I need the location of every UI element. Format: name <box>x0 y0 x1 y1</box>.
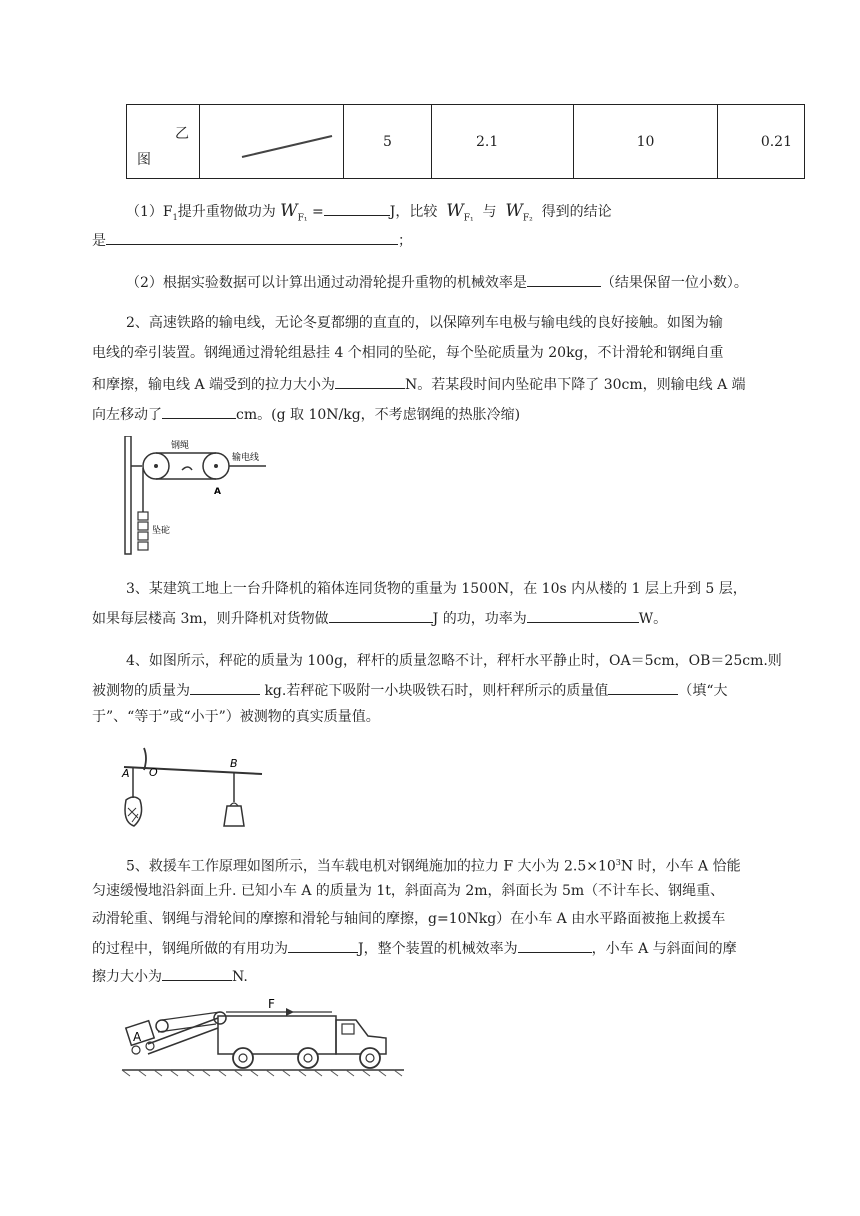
q5-line4 <box>92 934 800 962</box>
pulley <box>156 1020 168 1032</box>
text: W。 <box>638 611 668 627</box>
q4-line1: 4、如图所示，秤砣的质量为 100g，秤杆的质量忽略不计，秤杆水平静止时，OA＝5cm，OB＝25cm.则 <box>126 653 782 669</box>
q3-line1: 3、某建筑工地上一台升降机的箱体连同货物的重量为 1500N，在 10s 内从楼的 1 层上升到 5 层， <box>126 581 747 597</box>
truck-cab <box>336 1020 386 1054</box>
text: （结果保留一位小数）。 <box>600 275 748 291</box>
counterweight <box>224 806 244 826</box>
q5-line5 <box>92 962 800 990</box>
inclined-line-figure <box>200 105 343 174</box>
q1-part2 <box>126 268 800 296</box>
q4-line3: 于”、“等于”或“小于”）被测物的真实质量值。 <box>92 709 380 725</box>
table-cell: 2.1 <box>432 105 574 179</box>
answer-blank[interactable] <box>324 197 390 216</box>
answer-blank[interactable] <box>518 934 592 953</box>
wall <box>125 436 131 554</box>
answer-blank[interactable] <box>162 962 232 981</box>
wheel <box>360 1048 380 1068</box>
q4-line2 <box>92 676 800 704</box>
work-symbol: $W_{F_1}$ <box>446 201 474 224</box>
q1-part1-line2 <box>92 226 800 254</box>
label-weight: 坠砣 <box>152 526 171 536</box>
rescue-truck-figure <box>118 996 408 1080</box>
data-table <box>126 104 805 179</box>
label-f: F <box>268 997 275 1011</box>
q2-line2: 电线的牵引装置。钢绳通过滑轮组悬挂 4 个相同的坠砣，每个坠砣质量为 20kg，不计滑轮和钢绳自重 <box>92 345 724 361</box>
pulley-figure <box>116 436 296 558</box>
answer-blank[interactable] <box>329 604 433 623</box>
text: N. <box>232 969 248 985</box>
q3-line2 <box>92 604 800 632</box>
text: 1 <box>172 212 178 222</box>
table-cell: 10 <box>574 105 718 179</box>
label-power-line: 输电线 <box>232 453 260 463</box>
text: N。若某段时间内坠砣串下降了 30cm，则输电线 A 端 <box>405 377 746 393</box>
text: 如果每层楼高 3m，则升降机对货物做 <box>92 611 329 627</box>
label-b: B <box>230 757 238 770</box>
text: J，整个装置的机械效率为 <box>358 941 518 957</box>
answer-blank[interactable] <box>527 604 639 623</box>
text: 与 <box>482 204 497 220</box>
text: 擦力大小为 <box>92 969 162 985</box>
text: 被测物的质量为 <box>92 683 190 699</box>
table-cell: 0.21 <box>718 105 805 179</box>
label-a: A <box>133 1030 142 1044</box>
wheel <box>233 1048 253 1068</box>
text: J，比较 <box>389 204 438 220</box>
force-arrow <box>286 1008 294 1016</box>
text: 和摩擦，输电线 A 端受到的拉力大小为 <box>92 377 336 393</box>
row-label-top: 乙 <box>175 126 189 142</box>
text: ； <box>398 233 412 249</box>
truck-bed <box>218 1016 336 1054</box>
diagram-cell <box>200 105 344 179</box>
text: 的过程中，钢绳所做的有用功为 <box>92 941 288 957</box>
work-symbol: $W_{F_1}$ <box>280 201 308 224</box>
text: N 时，小车 A 恰能 <box>620 858 741 875</box>
text: 是 <box>92 233 106 249</box>
q2-line4 <box>92 400 800 428</box>
steelyard-figure <box>116 744 266 836</box>
text: （2）根据实验数据可以计算出通过动滑轮提升重物的机械效率是 <box>126 275 527 291</box>
text: 5、救援车工作原理如图所示，当车载电机对钢绳施加的拉力 F 大小为 2.5×10 <box>126 858 616 875</box>
answer-blank[interactable] <box>190 676 260 695</box>
measured-object <box>125 797 142 826</box>
table-cell: 5 <box>344 105 432 179</box>
label-a: A <box>122 767 130 780</box>
work-symbol: $W_{F_2}$ <box>505 201 533 224</box>
pulley <box>214 1012 226 1024</box>
q2-line1: 2、高速铁路的输电线，无论冬夏都绷的直直的，以保障列车电极与输电线的良好接触。如图为输 <box>126 315 723 331</box>
q2-line3 <box>92 370 800 398</box>
row-label-cell <box>127 105 200 179</box>
answer-blank[interactable] <box>527 268 601 287</box>
answer-blank[interactable] <box>106 226 398 245</box>
q5-line2: 匀速缓慢地沿斜面上升. 已知小车 A 的质量为 1t，斜面高为 2m，斜面长为 5m（不计车长、钢绳重、 <box>92 883 725 899</box>
answer-blank[interactable] <box>335 370 405 389</box>
answer-blank[interactable] <box>608 676 678 695</box>
answer-blank[interactable] <box>288 934 358 953</box>
label-rope: 钢绳 <box>171 441 190 451</box>
q5-line3: 动滑轮重、钢绳与滑轮间的摩擦和滑轮与轴间的摩擦，g=10Nkg）在小车 A 由水平路面被拖上救援车 <box>92 911 726 927</box>
answer-blank[interactable] <box>162 400 236 419</box>
text: （填“大 <box>678 683 728 699</box>
text: cm。(g 取 10N/kg，不考虑钢绳的热胀冷缩) <box>236 407 521 423</box>
text: 得到的结论 <box>541 204 612 220</box>
label-a: A <box>214 487 221 497</box>
text: 提升重物做功为 <box>177 204 276 220</box>
row-label-bottom: 图 <box>137 152 151 168</box>
text: J 的功，功率为 <box>432 611 527 627</box>
text: 3 <box>615 858 621 867</box>
text: 向左移动了 <box>92 407 162 423</box>
text: = <box>311 204 324 220</box>
q5-line1 <box>126 850 800 880</box>
text: ，小车 A 与斜面间的摩 <box>591 941 737 957</box>
wheel <box>298 1048 318 1068</box>
table-row <box>127 105 805 179</box>
label-o: O <box>149 766 158 779</box>
text: （1）F <box>126 204 173 220</box>
text: kg.若秤砣下吸附一小块吸铁石时，则杆秤所示的质量值 <box>264 683 609 699</box>
